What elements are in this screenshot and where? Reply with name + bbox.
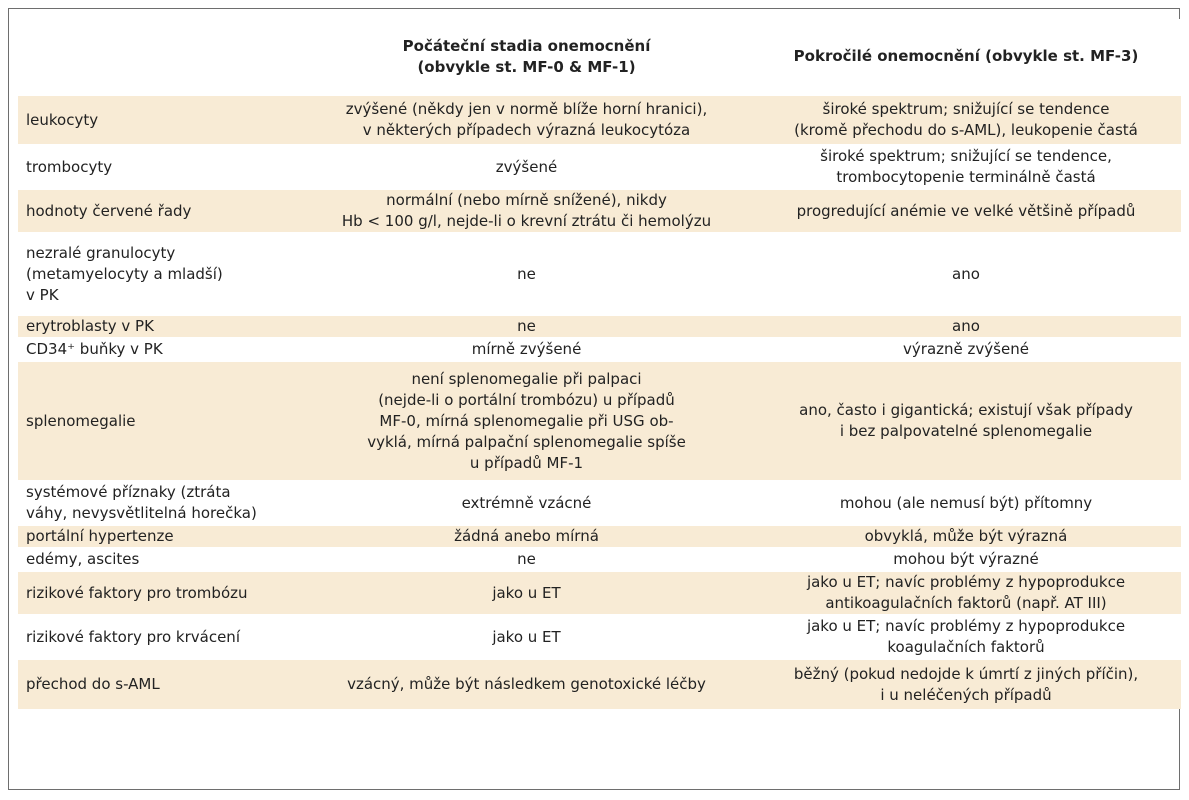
early-stage-cell: jako u ET bbox=[302, 571, 751, 615]
table-row bbox=[18, 95, 1181, 145]
early-stage-cell: není splenomegalie při palpaci (nejde-li o portální trombózu) u případů MF-0, mírná splenomegalie při USG ob- vyklá, mírná palpační splenomegalie spíše u případů MF-1 bbox=[302, 361, 751, 481]
table-row bbox=[18, 338, 1181, 361]
table-row bbox=[18, 189, 1181, 233]
advanced-stage-cell: progredující anémie ve velké většině případů bbox=[751, 189, 1181, 233]
comparison-table bbox=[18, 19, 1181, 709]
advanced-stage-cell: ano bbox=[751, 315, 1181, 338]
row-label: splenomegalie bbox=[18, 361, 302, 481]
early-stage-cell: mírně zvýšené bbox=[302, 338, 751, 361]
advanced-stage-cell: ano bbox=[751, 233, 1181, 315]
row-label: CD34⁺ buňky v PK bbox=[18, 338, 302, 361]
table-row bbox=[18, 571, 1181, 615]
table-row bbox=[18, 145, 1181, 189]
early-stage-cell: ne bbox=[302, 315, 751, 338]
early-stage-cell: normální (nebo mírně snížené), nikdy Hb < 100 g/l, nejde-li o krevní ztrátu či hemolýzu bbox=[302, 189, 751, 233]
early-stage-cell: vzácný, může být následkem genotoxické léčby bbox=[302, 659, 751, 709]
early-stage-cell: extrémně vzácné bbox=[302, 481, 751, 525]
header-row bbox=[18, 19, 1181, 95]
table-row bbox=[18, 548, 1181, 571]
table-body bbox=[18, 95, 1181, 709]
advanced-stage-cell: ano, často i gigantická; existují však případy i bez palpovatelné splenomegalie bbox=[751, 361, 1181, 481]
header-empty bbox=[18, 19, 302, 95]
row-label: rizikové faktory pro trombózu bbox=[18, 571, 302, 615]
advanced-stage-cell: široké spektrum; snižující se tendence, trombocytopenie terminálně častá bbox=[751, 145, 1181, 189]
row-label: nezralé granulocyty (metamyelocyty a mladší) v PK bbox=[18, 233, 302, 315]
row-label: rizikové faktory pro krvácení bbox=[18, 615, 302, 659]
row-label: trombocyty bbox=[18, 145, 302, 189]
advanced-stage-cell: běžný (pokud nedojde k úmrtí z jiných příčin), i u neléčených případů bbox=[751, 659, 1181, 709]
early-stage-cell: zvýšené (někdy jen v normě blíže horní hranici), v některých případech výrazná leukocytóza bbox=[302, 95, 751, 145]
table-row bbox=[18, 481, 1181, 525]
table-row bbox=[18, 659, 1181, 709]
advanced-stage-cell: výrazně zvýšené bbox=[751, 338, 1181, 361]
table-frame bbox=[8, 8, 1180, 790]
table-row bbox=[18, 615, 1181, 659]
header-early-stage: Počáteční stadia onemocnění (obvykle st. MF-0 & MF-1) bbox=[302, 19, 751, 95]
row-label: portální hypertenze bbox=[18, 525, 302, 548]
early-stage-cell: žádná anebo mírná bbox=[302, 525, 751, 548]
advanced-stage-cell: jako u ET; navíc problémy z hypoprodukce koagulačních faktorů bbox=[751, 615, 1181, 659]
row-label: přechod do s-AML bbox=[18, 659, 302, 709]
row-label: leukocyty bbox=[18, 95, 302, 145]
table-row bbox=[18, 233, 1181, 315]
advanced-stage-cell: mohou (ale nemusí být) přítomny bbox=[751, 481, 1181, 525]
table-row bbox=[18, 315, 1181, 338]
advanced-stage-cell: obvyklá, může být výrazná bbox=[751, 525, 1181, 548]
row-label: hodnoty červené řady bbox=[18, 189, 302, 233]
row-label: edémy, ascites bbox=[18, 548, 302, 571]
table-row bbox=[18, 525, 1181, 548]
row-label: systémové příznaky (ztráta váhy, nevysvětlitelná horečka) bbox=[18, 481, 302, 525]
early-stage-cell: ne bbox=[302, 548, 751, 571]
early-stage-cell: jako u ET bbox=[302, 615, 751, 659]
early-stage-cell: ne bbox=[302, 233, 751, 315]
advanced-stage-cell: jako u ET; navíc problémy z hypoprodukce antikoagulačních faktorů (např. AT III) bbox=[751, 571, 1181, 615]
row-label: erytroblasty v PK bbox=[18, 315, 302, 338]
table-row bbox=[18, 361, 1181, 481]
advanced-stage-cell: mohou být výrazné bbox=[751, 548, 1181, 571]
header-advanced-stage: Pokročilé onemocnění (obvykle st. MF-3) bbox=[751, 19, 1181, 95]
early-stage-cell: zvýšené bbox=[302, 145, 751, 189]
advanced-stage-cell: široké spektrum; snižující se tendence (kromě přechodu do s-AML), leukopenie častá bbox=[751, 95, 1181, 145]
